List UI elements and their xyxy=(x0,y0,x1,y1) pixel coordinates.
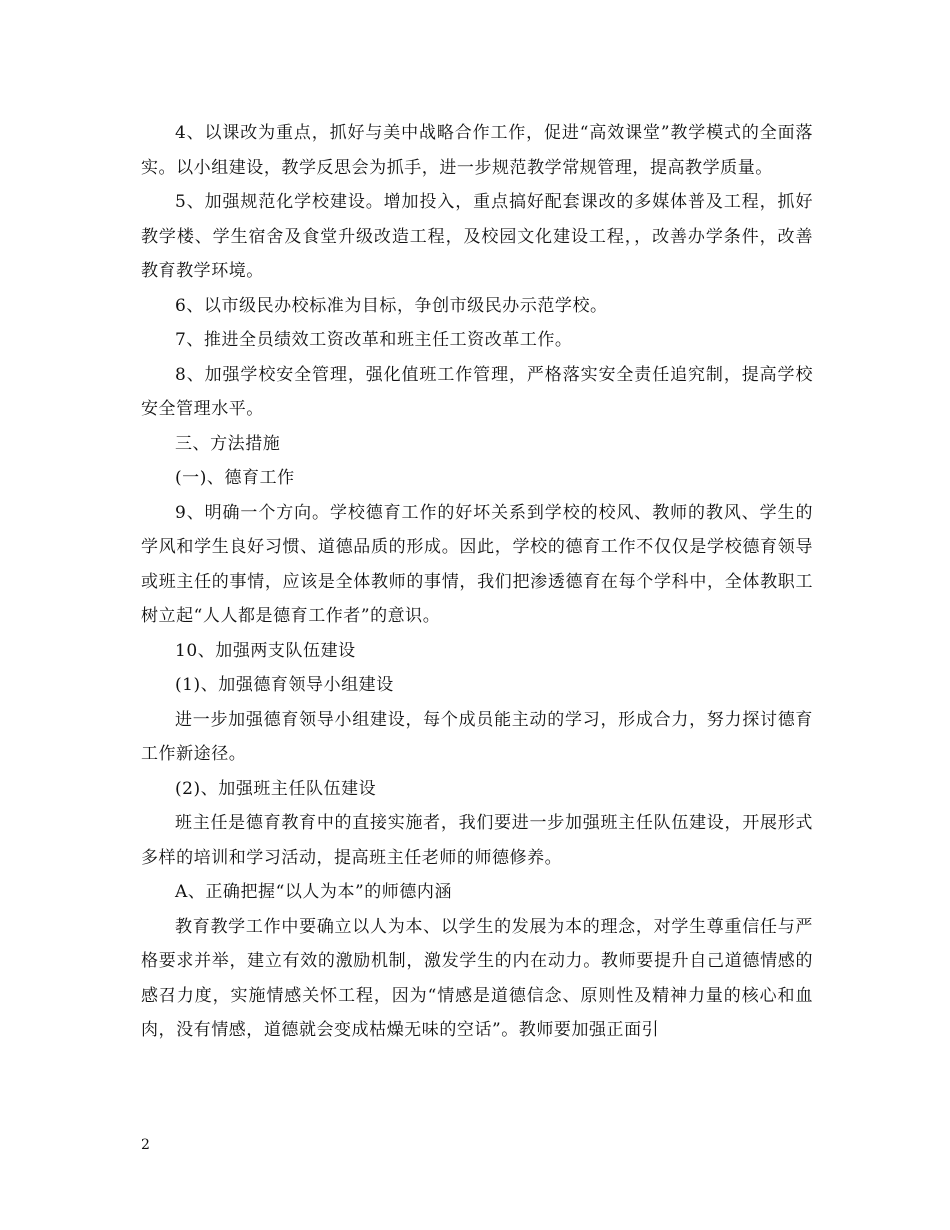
paragraph: 4、以课改为重点，抓好与美中战略合作工作，促进“高效课堂”教学模式的全面落实。以小组建设，教学反思会为抓手，进一步规范教学常规管理，提高教学质量。 xyxy=(141,123,813,178)
section-heading: 三、方法措施 xyxy=(175,433,281,454)
subsection-heading: (1)、加强德育领导小组建设 xyxy=(175,675,394,695)
paragraph: 6、以市级民办校标准为目标，争创市级民办示范学校。 xyxy=(175,295,608,316)
paragraph: 进一步加强德育领导小组建设，每个成员能主动的学习，形成合力，努力探讨德育工作新途径。 xyxy=(141,709,813,764)
paragraph: 10、加强两支队伍建设 xyxy=(175,640,356,661)
paragraph: 教育教学工作中要确立以人为本、以学生的发展为本的理念，对学生尊重信任与严格要求并举，建立有效的激励机制，激发学生的内在动力。教师要提升自己道德情感的感召力度，实施情感关怀工程，因为“情感是道德信念、原则性及精神力量的核心和血肉，没有情感，道德就会变成枯燥无味的空话”。教师要加强正面引 xyxy=(141,916,813,1040)
paragraph: 8、加强学校安全管理，强化值班工作管理，严格落实安全责任追究制，提高学校安全管理水平。 xyxy=(141,364,813,419)
subsection-heading: (2)、加强班主任队伍建设 xyxy=(175,778,377,799)
paragraph: 9、明确一个方向。学校德育工作的好坏关系到学校的校风、教师的教风、学生的学风和学生良好习惯、道德品质的形成。因此，学校的德育工作不仅仅是学校德育领导或班主任的事情，应该是全体教师的事情，我们把渗透德育在每个学科中，全体教职工树立起“人人都是德育工作者”的意识。 xyxy=(141,502,813,626)
subsection-heading: (一)、德育工作 xyxy=(175,468,295,488)
paragraph: 班主任是德育教育中的直接实施者，我们要进一步加强班主任队伍建设，开展形式多样的培训和学习活动，提高班主任老师的师德修养。 xyxy=(141,813,813,868)
page-number: 2 xyxy=(141,1137,150,1153)
subsection-heading: A、正确把握“以人为本”的师德内涵 xyxy=(175,882,453,902)
paragraph: 7、推进全员绩效工资改革和班主任工资改革工作。 xyxy=(175,330,573,350)
paragraph: 5、加强规范化学校建设。增加投入，重点搞好配套课改的多媒体普及工程，抓好教学楼、学生宿舍及食堂升级改造工程，及校园文化建设工程，，改善办学条件，改善教育教学环境。 xyxy=(141,192,813,281)
document-body xyxy=(141,116,813,1048)
